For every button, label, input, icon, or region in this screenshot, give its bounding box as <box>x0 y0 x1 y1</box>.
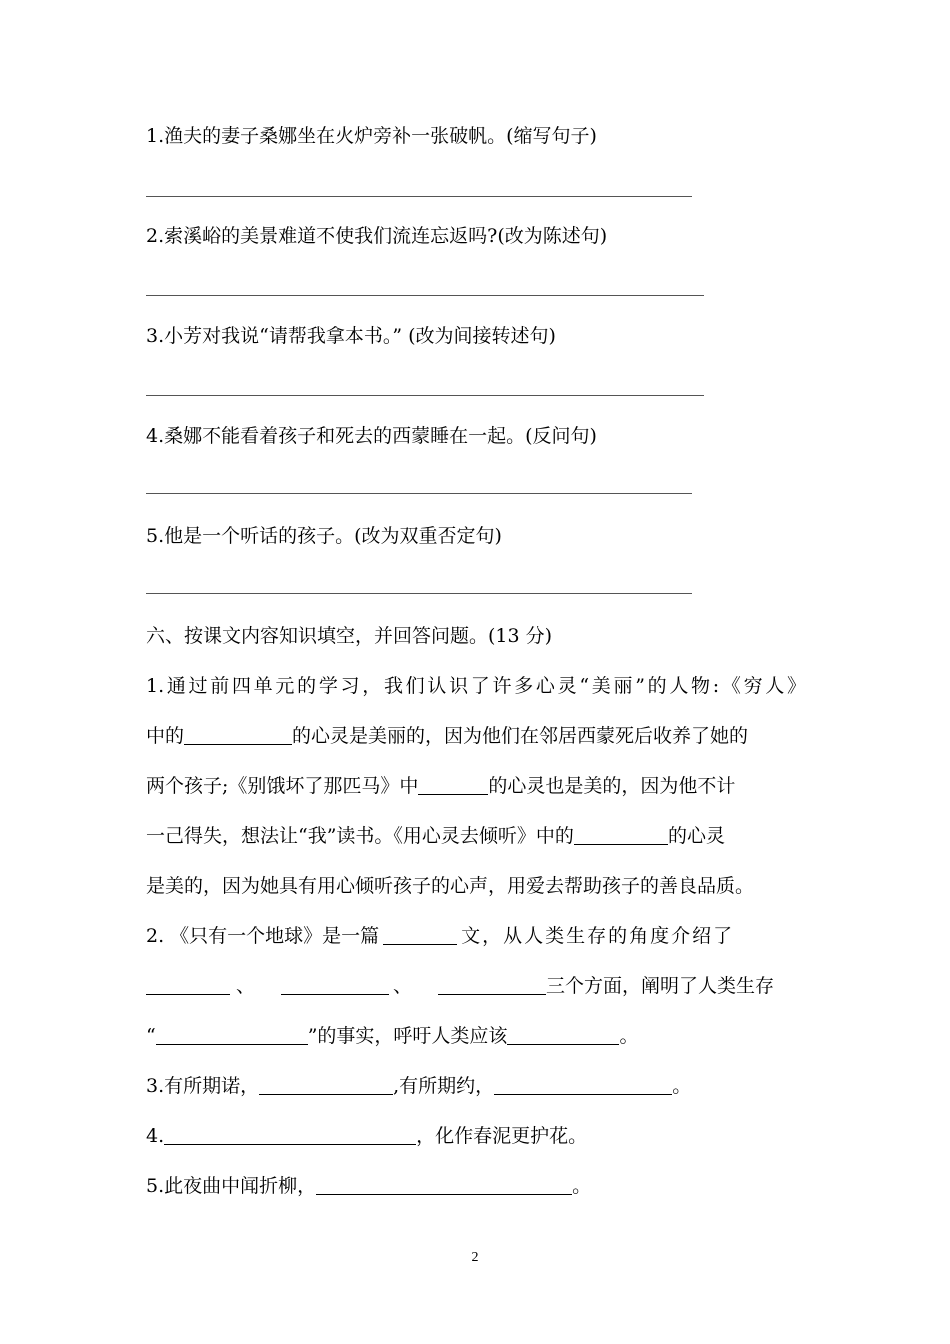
q2-line-3 <box>146 1022 638 1050</box>
q3-text: 3.有所期诺， <box>146 1075 260 1097</box>
fill-blank[interactable] <box>259 1076 393 1095</box>
q2-text: 文，从人类生存的角度介绍了 <box>461 925 735 947</box>
q1-text: 中的 <box>146 725 185 747</box>
separator: 、 <box>236 975 256 997</box>
fill-blank[interactable] <box>383 926 457 945</box>
q2-text: ”的事实，呼吁人类应该 <box>307 1025 508 1047</box>
q1-text: 的心灵 <box>667 825 725 847</box>
rewrite-question-2: 2.索溪峪的美景难道不使我们流连忘返吗?(改为陈述句) <box>146 225 608 247</box>
section-heading: 六、按课文内容知识填空，并回答问题。(13 分) <box>146 625 553 647</box>
fill-blank[interactable] <box>418 776 488 795</box>
q1-line-3 <box>146 772 735 800</box>
answer-line-5 <box>146 593 692 594</box>
answer-line-3 <box>146 395 704 396</box>
separator: 、 <box>393 975 413 997</box>
fill-blank[interactable] <box>574 826 668 845</box>
q1-text: 的心灵也是美的，因为他不计 <box>488 775 736 797</box>
q1-line-2 <box>146 722 748 750</box>
fill-blank[interactable] <box>156 1026 308 1045</box>
q2-text: “ <box>146 1025 156 1047</box>
fill-blank[interactable] <box>146 976 230 995</box>
q2-line-1 <box>146 922 734 950</box>
fill-blank[interactable] <box>494 1076 672 1095</box>
rewrite-question-1: 1.渔夫的妻子桑娜坐在火炉旁补一张破帆。(缩写句子) <box>146 125 597 147</box>
q2-text: 三个方面，阐明了人类生存 <box>546 975 775 997</box>
q5-text: 5.此夜曲中闻折柳， <box>146 1175 317 1197</box>
q1-line-1: 1.通过前四单元的学习，我们认识了许多心灵“美丽”的人物:《穷人》 <box>146 675 806 697</box>
q1-text: 的心灵是美丽的，因为他们在邻居西蒙死后收养了她的 <box>292 725 749 747</box>
fill-blank[interactable] <box>507 1026 619 1045</box>
answer-line-4 <box>146 493 692 494</box>
fill-blank[interactable] <box>316 1176 572 1195</box>
rewrite-question-4: 4.桑娜不能看着孩子和死去的西蒙睡在一起。(反问句) <box>146 425 597 447</box>
answer-line-1 <box>146 196 692 197</box>
q5-text: 。 <box>572 1175 592 1197</box>
q4-text: 4. <box>146 1125 165 1147</box>
fill-blank[interactable] <box>438 976 546 995</box>
q4-text: ，化作春泥更护花。 <box>416 1125 588 1147</box>
q1-line-5: 是美的，因为她具有用心倾听孩子的心声，用爱去帮助孩子的善良品质。 <box>146 875 755 897</box>
q2-line-2 <box>146 972 774 1000</box>
q2-text: 2. 《只有一个地球》是一篇 <box>146 925 380 947</box>
q1-text: 两个孩子;《别饿坏了那匹马》中 <box>146 775 419 797</box>
fill-blank[interactable] <box>281 976 389 995</box>
q1-line-4 <box>146 822 725 850</box>
page-number: 2 <box>471 1250 479 1265</box>
q5-line <box>146 1172 591 1200</box>
rewrite-question-3: 3.小芳对我说“请帮我拿本书。” (改为间接转述句) <box>146 325 556 347</box>
fill-blank[interactable] <box>184 726 292 745</box>
q2-text: 。 <box>619 1025 639 1047</box>
rewrite-question-5: 5.他是一个听话的孩子。(改为双重否定句) <box>146 525 502 547</box>
answer-line-2 <box>146 295 704 296</box>
q3-text: 。 <box>672 1075 692 1097</box>
q3-line <box>146 1072 691 1100</box>
fill-blank[interactable] <box>164 1126 416 1145</box>
q1-text: 一己得失，想法让“我”读书。《用心灵去倾听》中的 <box>146 825 574 847</box>
q3-text: ,有所期约， <box>393 1075 495 1097</box>
q4-line <box>146 1122 587 1150</box>
